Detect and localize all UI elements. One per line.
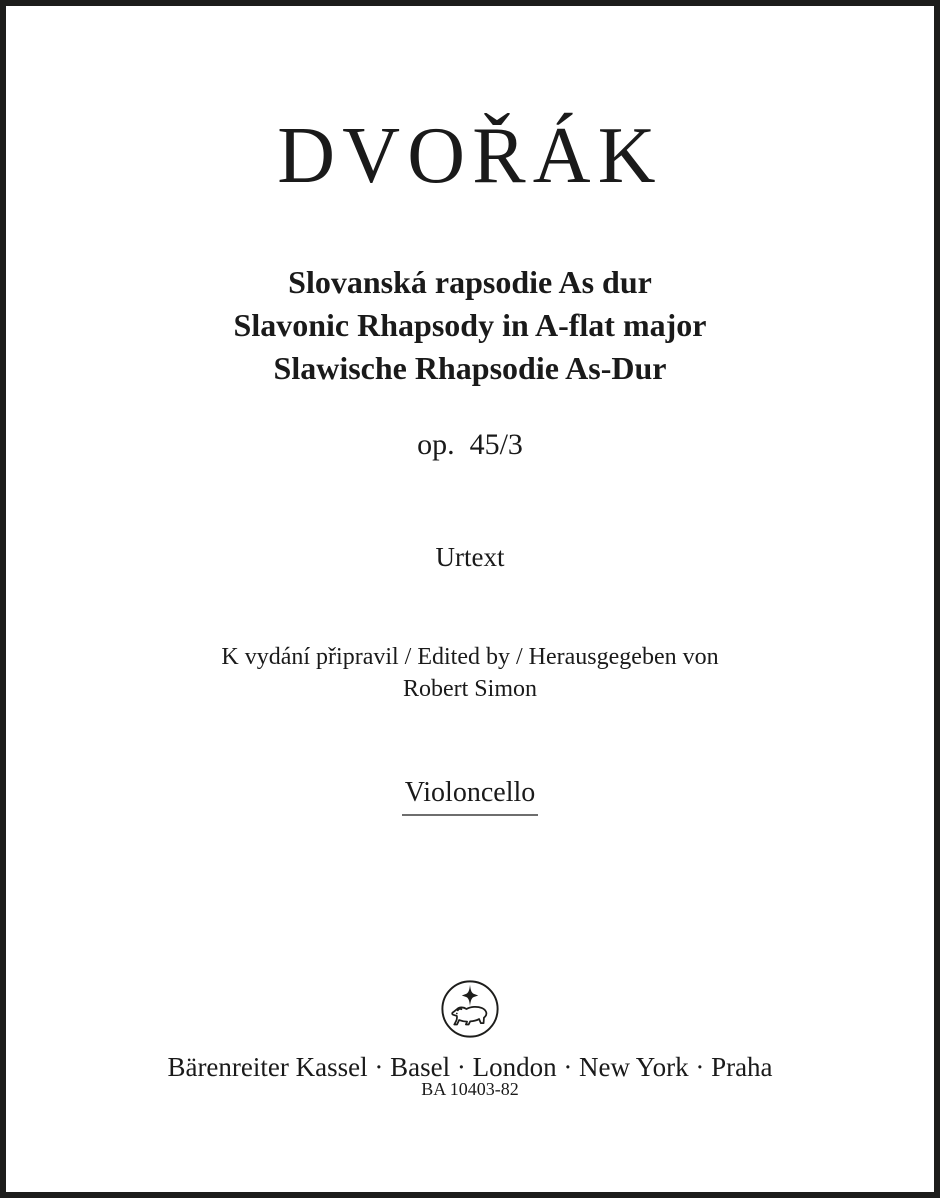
publisher-logo bbox=[6, 978, 934, 1040]
composer-name: DVOŘÁK bbox=[277, 112, 663, 200]
work-title-german: Slawische Rhapsodie As-Dur bbox=[273, 350, 667, 386]
editor-credit bbox=[6, 641, 934, 705]
barenreiter-bear-logo bbox=[439, 978, 501, 1040]
work-title-czech: Slovanská rapsodie As dur bbox=[288, 264, 652, 300]
edition-type-label: Urtext bbox=[435, 542, 505, 572]
work-title-block bbox=[6, 261, 934, 390]
bear-icon bbox=[452, 1007, 486, 1025]
instrument-part bbox=[6, 777, 934, 816]
editor-name: Robert Simon bbox=[402, 676, 537, 702]
catalog-number: BA 10403-82 bbox=[421, 1079, 519, 1099]
opus-number: op. 45/3 bbox=[417, 428, 523, 461]
publisher-imprint-line: Bärenreiter Kassel · Basel · London · New York · Praha bbox=[167, 1052, 773, 1082]
editor-credit-line: K vydání připravil / Edited by / Herausgegeben von bbox=[221, 644, 719, 670]
work-title-english: Slavonic Rhapsody in A-flat major bbox=[233, 307, 707, 343]
instrument-label: Violoncello bbox=[402, 777, 539, 816]
star-icon bbox=[462, 985, 478, 1006]
